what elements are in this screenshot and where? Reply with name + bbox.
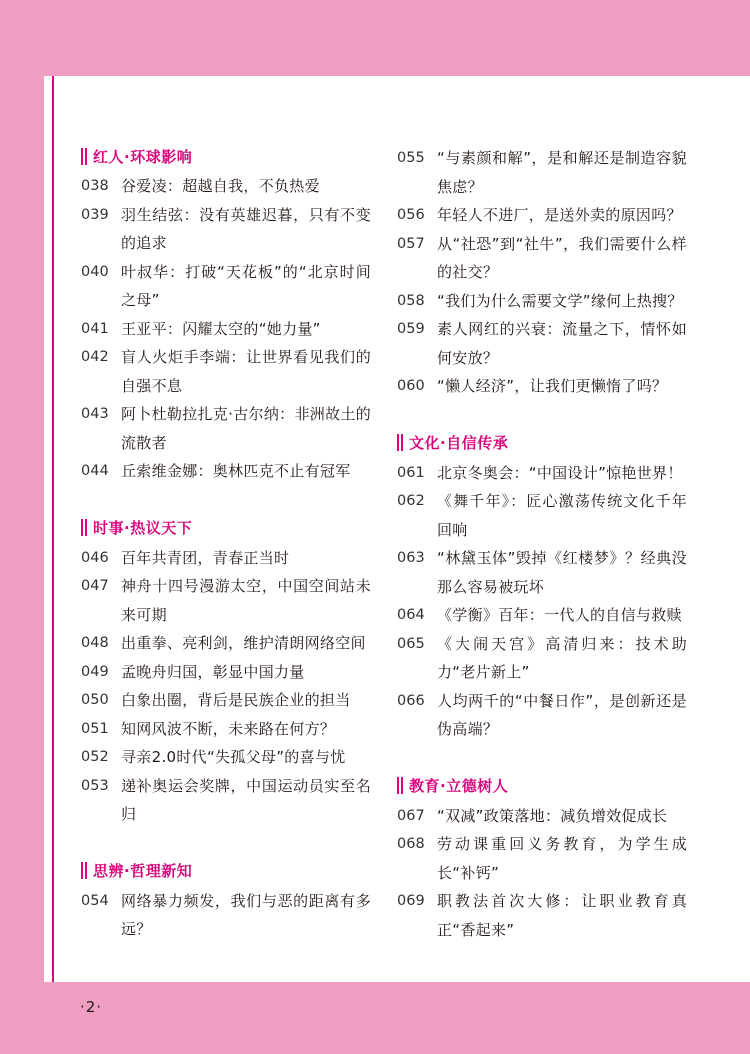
- toc-entry[interactable]: [397, 459, 687, 488]
- section-gap: [81, 829, 371, 859]
- entry-page-number: 048: [81, 635, 109, 651]
- toc-entry[interactable]: [81, 315, 371, 344]
- toc-entry[interactable]: [81, 258, 371, 315]
- toc-entry[interactable]: [81, 715, 371, 744]
- entry-title: 递补奥运会奖牌，中国运动员实至名归: [121, 776, 371, 823]
- entry-title: 王亚平：闪耀太空的“她力量”: [121, 319, 321, 338]
- toc-entry[interactable]: [397, 230, 687, 287]
- entry-title: 羽生结弦：没有英雄迟暮，只有不变的追求: [121, 205, 371, 252]
- entry-title: 出重拳、亮利剑，维护清朗网络空间: [121, 634, 366, 652]
- toc-entry[interactable]: [81, 400, 371, 457]
- section-heading: [81, 516, 371, 540]
- entry-page-number: 069: [397, 893, 425, 909]
- entry-page-number: 066: [397, 692, 425, 709]
- toc-entry[interactable]: [81, 629, 371, 658]
- entry-title: 丘索维金娜：奥林匹克不止有冠军: [121, 462, 351, 480]
- entry-page-number: 063: [397, 550, 425, 566]
- page-edge-line: [52, 76, 54, 982]
- section-bar-marker: [85, 519, 87, 536]
- section-bar-marker: [397, 777, 399, 794]
- toc-entry[interactable]: [81, 686, 371, 715]
- entry-title: “懒人经济”，让我们更懒惰了吗？: [437, 377, 668, 395]
- entry-title: 阿卜杜勒拉扎克·古尔纳：非洲故土的流散者: [121, 405, 371, 452]
- entry-title: 寻亲2.0时代“失孤父母”的喜与忧: [121, 748, 346, 766]
- entry-title: 谷爱凌：超越自我，不负热爱: [121, 177, 320, 195]
- section-heading: [397, 774, 687, 798]
- section-title: 文化·自信传承: [409, 434, 509, 452]
- entry-page-number: 059: [397, 321, 425, 337]
- section-gap: [397, 401, 687, 431]
- section-heading: [397, 431, 687, 455]
- toc-entry[interactable]: [397, 887, 687, 944]
- entry-page-number: 064: [397, 607, 425, 623]
- toc-entry[interactable]: [397, 144, 687, 201]
- entry-page-number: 041: [81, 320, 109, 337]
- section-bar-marker: [397, 434, 399, 451]
- entry-page-number: 042: [81, 349, 109, 365]
- entry-page-number: 061: [397, 464, 425, 481]
- entry-page-number: 040: [81, 263, 109, 280]
- entry-page-number: 062: [397, 493, 425, 509]
- entry-title: “与素颜和解”，是和解还是制造容貌焦虑？: [437, 149, 687, 196]
- entry-title: 网络暴力频发，我们与恶的距离有多远？: [121, 891, 371, 938]
- entry-title: 《舞千年》：匠心激荡传统文化千年回响: [437, 492, 687, 539]
- entry-title: 叶叔华：打破“天花板”的“北京时间之母”: [121, 262, 371, 309]
- toc-entry[interactable]: [81, 572, 371, 629]
- entry-title: 《学衡》百年：一代人的自信与救赎: [437, 606, 682, 624]
- entry-page-number: 058: [397, 292, 425, 309]
- entry-title: 北京冬奥会：“中国设计”惊艳世界！: [437, 463, 683, 482]
- toc-entry[interactable]: [81, 172, 371, 201]
- entry-page-number: 057: [397, 235, 425, 252]
- entry-page-number: 051: [81, 720, 109, 737]
- toc-entry[interactable]: [81, 343, 371, 400]
- page-number: ·2·: [80, 998, 103, 1016]
- toc-entry[interactable]: [397, 201, 687, 230]
- entry-page-number: 054: [81, 892, 109, 909]
- section-title: 时事·热议天下: [93, 519, 193, 537]
- left-column: [81, 144, 371, 944]
- toc-entry[interactable]: [397, 802, 687, 831]
- entry-title: 神舟十四号漫游太空，中国空间站未来可期: [121, 577, 371, 624]
- entry-page-number: 047: [81, 578, 109, 594]
- toc-entry[interactable]: [397, 630, 687, 687]
- toc-entry[interactable]: [81, 887, 371, 944]
- toc-entry[interactable]: [397, 287, 687, 316]
- entry-title: 人均两千的“中餐日作”，是创新还是伪高端？: [437, 691, 687, 738]
- toc-entry[interactable]: [397, 315, 687, 372]
- entry-page-number: 049: [81, 663, 109, 680]
- entry-title: 孟晚舟归国，彰显中国力量: [121, 662, 305, 681]
- toc-entry[interactable]: [397, 687, 687, 744]
- section-bar-marker: [81, 862, 83, 879]
- entry-title: 百年共青团，青春正当时: [121, 548, 290, 567]
- section-heading: [81, 144, 371, 168]
- toc-entry[interactable]: [81, 544, 371, 573]
- entry-title: “我们为什么需要文学”缘何上热搜？: [437, 291, 683, 310]
- toc-entry[interactable]: [81, 772, 371, 829]
- entry-title: 《大闹天宫》高清归来：技术助力“老片新上”: [437, 634, 687, 681]
- section-heading: [81, 859, 371, 883]
- entry-title: 白象出圈，背后是民族企业的担当: [121, 691, 351, 709]
- toc-entry[interactable]: [81, 658, 371, 687]
- entry-page-number: 050: [81, 692, 109, 708]
- section-gap: [397, 744, 687, 774]
- entry-page-number: 068: [397, 836, 425, 852]
- entry-title: 素人网红的兴衰：流量之下，情怀如何安放？: [437, 320, 687, 367]
- section-title: 教育·立德树人: [409, 777, 509, 795]
- toc-entry[interactable]: [397, 544, 687, 601]
- entry-page-number: 046: [81, 549, 109, 566]
- entry-page-number: 056: [397, 207, 425, 223]
- entry-page-number: 039: [81, 206, 109, 223]
- toc-entry[interactable]: [397, 601, 687, 630]
- entry-page-number: 053: [81, 777, 109, 794]
- section-bar-marker: [85, 862, 87, 879]
- entry-title: “林黛玉体”毁掉《红楼梦》？经典没那么容易被玩坏: [437, 549, 687, 596]
- section-bar-marker: [81, 519, 83, 536]
- entry-page-number: 044: [81, 463, 109, 479]
- section-bar-marker: [85, 148, 87, 165]
- section-gap: [81, 486, 371, 516]
- entry-title: 职教法首次大修：让职业教育真正“香起来”: [437, 892, 687, 939]
- toc-entry[interactable]: [397, 487, 687, 544]
- entry-page-number: 067: [397, 807, 425, 824]
- entry-title: 知网风波不断，未来路在何方？: [121, 719, 336, 738]
- entry-title: 盲人火炬手李端：让世界看见我们的自强不息: [121, 348, 371, 395]
- right-column: [397, 144, 687, 944]
- entry-title: 年轻人不进厂，是送外卖的原因吗？: [437, 206, 682, 224]
- toc-entry[interactable]: [81, 201, 371, 258]
- toc-entry[interactable]: [397, 830, 687, 887]
- toc-entry[interactable]: [81, 457, 371, 486]
- entry-title: 从“社恐”到“社牛”，我们需要什么样的社交？: [437, 234, 687, 281]
- section-bar-marker: [401, 777, 403, 794]
- section-title: 红人·环球影响: [93, 147, 193, 166]
- section-bar-marker: [81, 148, 83, 165]
- toc-entry[interactable]: [397, 372, 687, 401]
- entry-page-number: 060: [397, 378, 425, 394]
- entry-page-number: 038: [81, 178, 109, 194]
- entry-page-number: 043: [81, 406, 109, 422]
- section-bar-marker: [401, 434, 403, 451]
- entry-title: 劳动课重回义务教育，为学生成长“补钙”: [437, 835, 687, 882]
- entry-title: “双减”政策落地：减负增效促成长: [437, 806, 668, 825]
- section-title: 思辨·哲理新知: [93, 862, 193, 880]
- toc-entry[interactable]: [81, 743, 371, 772]
- entry-page-number: 065: [397, 635, 425, 652]
- entry-page-number: 055: [397, 150, 425, 166]
- entry-page-number: 052: [81, 749, 109, 765]
